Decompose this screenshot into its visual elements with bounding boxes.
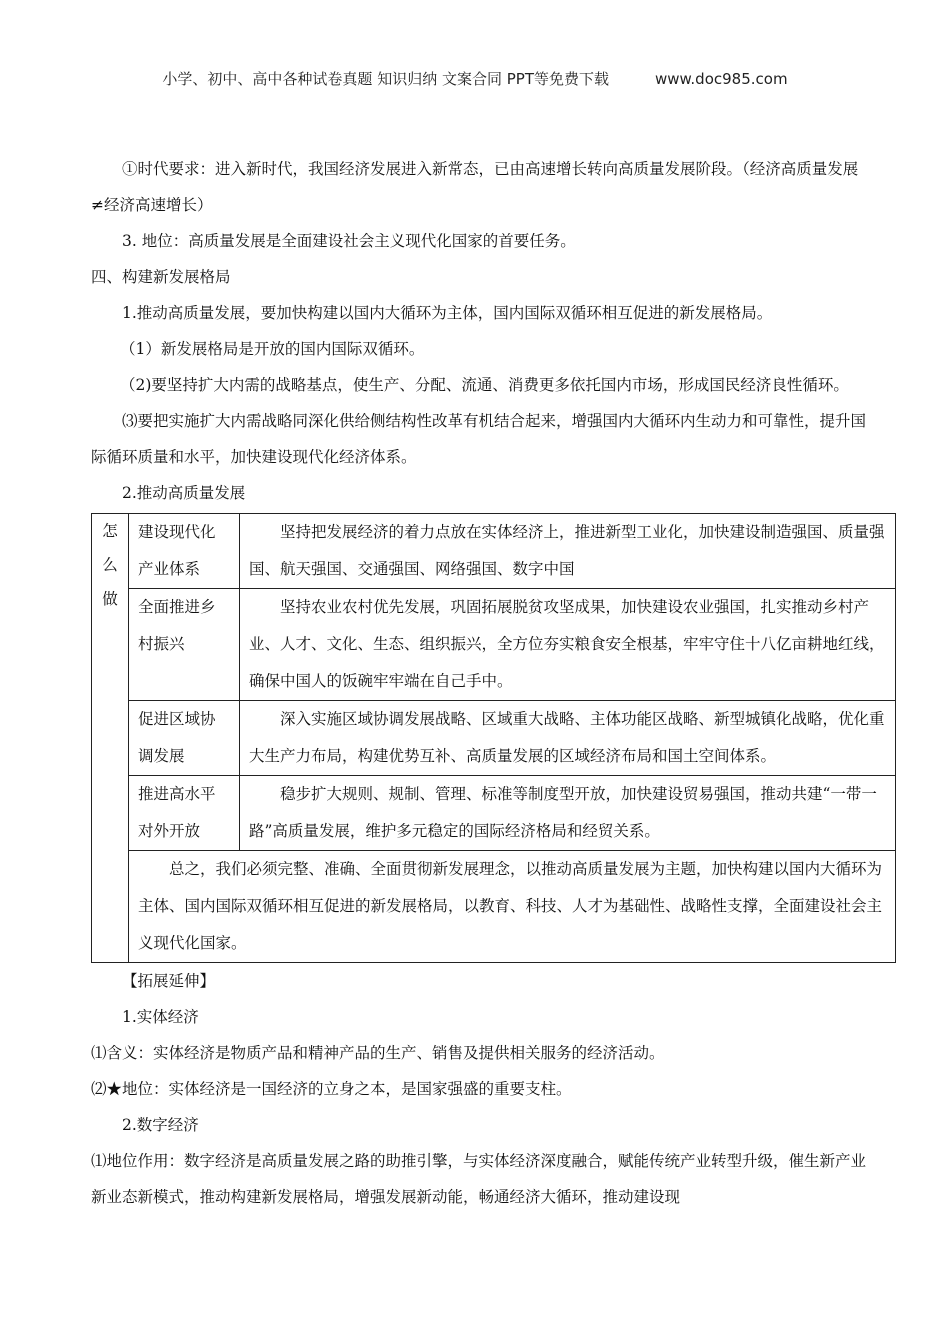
paragraph-digital-economy-role: ⑴地位作用：数字经济是高质量发展之路的助推引擎，与实体经济深度融合，赋能传统产业转型升级，催生新产业新业态新模式，推动构建新发展格局，增强发展新动能，畅通经济大循环，推动建设现 (91, 1152, 867, 1206)
row-label: 促进区域协调发展 (129, 701, 240, 776)
extension-heading: 【拓展延伸】 (122, 972, 216, 990)
paragraph-point-2: （2)要坚持扩大内需的战略基点，使生产、分配、流通、消费更多依托国内市场，形成国民经济良性循环。 (120, 376, 849, 394)
how-to-table (91, 513, 896, 963)
paragraph-real-economy-status: ⑵★地位：实体经济是一国经济的立身之本，是国家强盛的重要支柱。 (91, 1080, 572, 1098)
paragraph-point-1: （1）新发展格局是开放的国内国际双循环。 (120, 340, 425, 358)
row-label: 全面推进乡村振兴 (129, 589, 240, 701)
header-site-link[interactable]: www.doc985.com (654, 70, 788, 88)
subheading-real-economy: 1.实体经济 (122, 1008, 199, 1026)
summary-cell: 总之，我们必须完整、准确、全面贯彻新发展理念，以推动高质量发展为主题，加快构建以国内大循环为主体、国内国际双循环相互促进的新发展格局，以教育、科技、人才为基础性、战略性支撑，全面建设社会主义现代化国家。 (129, 851, 896, 963)
row-description: 坚持农业农村优先发展，巩固拓展脱贫攻坚成果，加快建设农业强国，扎实推动乡村产业、人才、文化、生态、组织振兴，全方位夯实粮食安全根基，牢牢守住十八亿亩耕地红线，确保中国人的饭碗牢牢端在自己手中。 (240, 589, 896, 701)
row-label: 建设现代化产业体系 (129, 514, 240, 589)
subheading-digital-economy: 2.数字经济 (122, 1116, 199, 1134)
table-row (92, 701, 896, 776)
header-text: 小学、初中、高中各种试卷真题 知识归纳 文案合同 PPT等免费下载 (162, 70, 609, 88)
page-header (0, 68, 950, 89)
subheading-promote-development: 2.推动高质量发展 (122, 484, 246, 502)
table-row (92, 514, 896, 589)
side-label-cell (92, 514, 129, 963)
table-row (92, 851, 896, 963)
side-char: 做 (102, 590, 118, 608)
section-heading-4: 四、构建新发展格局 (91, 268, 231, 286)
paragraph-new-pattern: 1.推动高质量发展，要加快构建以国内大循环为主体，国内国际双循环相互促进的新发展格局。 (122, 304, 773, 322)
paragraph-status: 3. 地位：高质量发展是全面建设社会主义现代化国家的首要任务。 (122, 232, 576, 250)
table-row (92, 589, 896, 701)
table-row (92, 776, 896, 851)
side-char: 怎 (102, 522, 118, 540)
row-description: 深入实施区域协调发展战略、区域重大战略、主体功能区战略、新型城镇化战略，优化重大生产力布局，构建优势互补、高质量发展的区域经济布局和国土空间体系。 (240, 701, 896, 776)
paragraph-real-economy-meaning: ⑴含义：实体经济是物质产品和精神产品的生产、销售及提供相关服务的经济活动。 (91, 1044, 665, 1062)
paragraph-point-3: ⑶要把实施扩大内需战略同深化供给侧结构性改革有机结合起来，增强国内大循环内生动力和可靠性，提升国际循环质量和水平，加快建设现代化经济体系。 (91, 412, 867, 466)
document-body (91, 151, 885, 1215)
row-description: 坚持把发展经济的着力点放在实体经济上，推进新型工业化，加快建设制造强国、质量强国、航天强国、交通强国、网络强国、数字中国 (240, 514, 896, 589)
row-description: 稳步扩大规则、规制、管理、标准等制度型开放，加快建设贸易强国，推动共建“一带一路”高质量发展，维护多元稳定的国际经济格局和经贸关系。 (240, 776, 896, 851)
paragraph-era-requirement: ①时代要求：进入新时代，我国经济发展进入新常态，已由高速增长转向高质量发展阶段。（经济高质量发展≠经济高速增长） (91, 160, 859, 214)
side-char: 么 (102, 556, 118, 574)
row-label: 推进高水平对外开放 (129, 776, 240, 851)
